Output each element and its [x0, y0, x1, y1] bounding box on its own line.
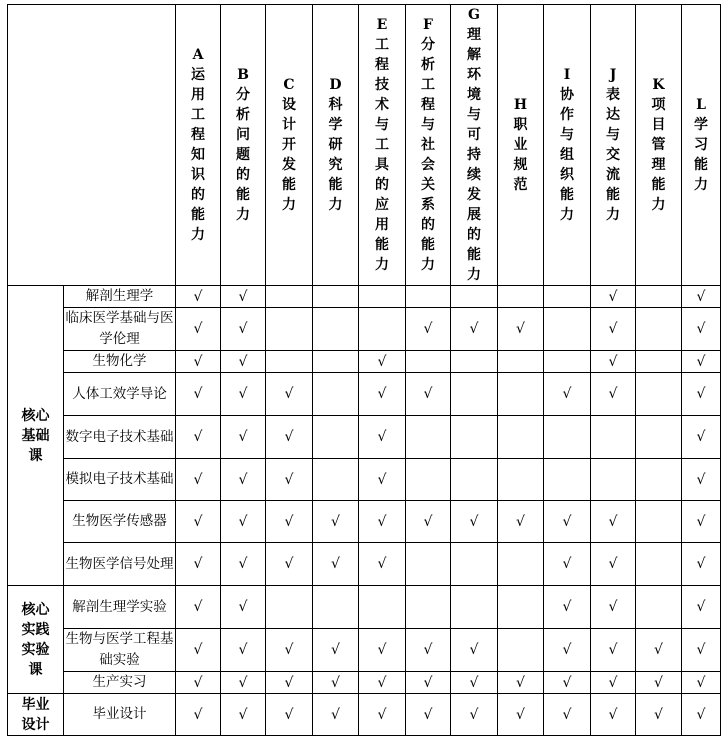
check-mark-cell: √	[591, 501, 636, 543]
check-mark-cell: √	[682, 501, 721, 543]
check-mark-cell: √	[359, 416, 406, 459]
empty-cell	[498, 416, 544, 459]
empty-cell	[313, 586, 359, 629]
empty-cell	[591, 416, 636, 459]
check-mark-cell: √	[591, 672, 636, 694]
check-mark-cell: √	[406, 672, 451, 694]
ability-header-label: H职业规范	[513, 97, 528, 193]
empty-cell	[544, 308, 591, 351]
ability-header-label: L学习能力	[694, 97, 708, 193]
check-mark-cell: √	[682, 672, 721, 694]
course-row	[8, 629, 721, 672]
empty-cell	[266, 586, 313, 629]
empty-cell	[313, 373, 359, 416]
course-name: 模拟电子技术基础	[64, 459, 176, 501]
course-row	[8, 459, 721, 501]
check-mark-cell: √	[176, 672, 221, 694]
check-mark-cell: √	[176, 501, 221, 543]
check-mark-cell: √	[176, 373, 221, 416]
check-mark-cell: √	[221, 543, 266, 586]
ability-header-label: J表达与交流能力	[606, 67, 620, 223]
check-mark-cell: √	[451, 501, 498, 543]
ability-header-e	[359, 5, 406, 286]
empty-cell	[359, 308, 406, 351]
header-row	[8, 5, 721, 286]
empty-cell	[544, 351, 591, 373]
empty-cell	[636, 308, 682, 351]
check-mark-cell: √	[591, 286, 636, 308]
check-mark-cell: √	[221, 629, 266, 672]
check-mark-cell: √	[544, 586, 591, 629]
course-row	[8, 543, 721, 586]
check-mark-cell: √	[591, 308, 636, 351]
course-row	[8, 308, 721, 351]
check-mark-cell: √	[682, 459, 721, 501]
ability-header-c	[266, 5, 313, 286]
empty-cell	[406, 416, 451, 459]
empty-cell	[451, 351, 498, 373]
check-mark-cell: √	[359, 501, 406, 543]
empty-cell	[313, 416, 359, 459]
category-cell	[8, 694, 64, 736]
empty-cell	[359, 286, 406, 308]
check-mark-cell: √	[406, 308, 451, 351]
check-mark-cell: √	[498, 694, 544, 736]
empty-cell	[498, 373, 544, 416]
course-name: 生产实习	[64, 672, 176, 694]
check-mark-cell: √	[682, 286, 721, 308]
empty-cell	[406, 586, 451, 629]
ability-header-label: E工程技术与工具的应用能力	[375, 17, 389, 273]
check-mark-cell: √	[544, 672, 591, 694]
check-mark-cell: √	[359, 629, 406, 672]
ability-header-label: K项目管理能力	[651, 77, 666, 213]
empty-cell	[313, 308, 359, 351]
empty-cell	[451, 586, 498, 629]
empty-cell	[636, 586, 682, 629]
check-mark-cell: √	[221, 586, 266, 629]
ability-header-label: I协作与组织能力	[560, 67, 574, 223]
check-mark-cell: √	[221, 501, 266, 543]
empty-cell	[498, 543, 544, 586]
empty-cell	[451, 459, 498, 501]
empty-cell	[498, 286, 544, 308]
check-mark-cell: √	[498, 308, 544, 351]
check-mark-cell: √	[313, 501, 359, 543]
check-mark-cell: √	[313, 629, 359, 672]
check-mark-cell: √	[682, 373, 721, 416]
course-name: 解剖生理学	[64, 286, 176, 308]
check-mark-cell: √	[682, 351, 721, 373]
check-mark-cell: √	[266, 373, 313, 416]
empty-cell	[266, 308, 313, 351]
course-name: 临床医学基础与医学伦理	[64, 308, 176, 351]
check-mark-cell: √	[221, 373, 266, 416]
ability-header-label: G理解环境与可持续发展的能力	[467, 7, 481, 283]
check-mark-cell: √	[359, 351, 406, 373]
ability-header-label: F分析工程与社会关系的能力	[421, 17, 435, 273]
empty-cell	[544, 286, 591, 308]
empty-cell	[636, 501, 682, 543]
ability-header-i	[544, 5, 591, 286]
course-name: 生物与医学工程基础实验	[64, 629, 176, 672]
check-mark-cell: √	[636, 629, 682, 672]
empty-cell	[636, 543, 682, 586]
check-mark-cell: √	[176, 629, 221, 672]
course-name: 解剖生理学实验	[64, 586, 176, 629]
check-mark-cell: √	[591, 694, 636, 736]
course-row	[8, 416, 721, 459]
ability-header-d	[313, 5, 359, 286]
check-mark-cell: √	[406, 694, 451, 736]
empty-cell	[359, 586, 406, 629]
empty-cell	[451, 543, 498, 586]
check-mark-cell: √	[682, 543, 721, 586]
course-name: 生物医学信号处理	[64, 543, 176, 586]
check-mark-cell: √	[266, 501, 313, 543]
empty-cell	[313, 351, 359, 373]
check-mark-cell: √	[176, 308, 221, 351]
check-mark-cell: √	[313, 543, 359, 586]
check-mark-cell: √	[636, 694, 682, 736]
check-mark-cell: √	[406, 501, 451, 543]
course-name: 生物医学传感器	[64, 501, 176, 543]
check-mark-cell: √	[266, 694, 313, 736]
check-mark-cell: √	[451, 308, 498, 351]
category-cell	[8, 286, 64, 586]
check-mark-cell: √	[591, 629, 636, 672]
check-mark-cell: √	[544, 373, 591, 416]
empty-cell	[544, 416, 591, 459]
course-name: 毕业设计	[64, 694, 176, 736]
category-label: 毕业设计	[21, 696, 50, 733]
course-row	[8, 286, 721, 308]
empty-cell	[636, 459, 682, 501]
ability-header-l	[682, 5, 721, 286]
course-row	[8, 373, 721, 416]
check-mark-cell: √	[359, 543, 406, 586]
course-row	[8, 501, 721, 543]
check-mark-cell: √	[176, 351, 221, 373]
check-mark-cell: √	[266, 629, 313, 672]
check-mark-cell: √	[176, 694, 221, 736]
check-mark-cell: √	[176, 416, 221, 459]
check-mark-cell: √	[359, 373, 406, 416]
check-mark-cell: √	[591, 586, 636, 629]
course-name: 生物化学	[64, 351, 176, 373]
ability-header-label: D科学研究能力	[328, 77, 343, 213]
ability-header-a	[176, 5, 221, 286]
check-mark-cell: √	[266, 459, 313, 501]
check-mark-cell: √	[406, 629, 451, 672]
course-name: 数字电子技术基础	[64, 416, 176, 459]
empty-cell	[498, 629, 544, 672]
category-label: 核心实践实验课	[21, 601, 50, 678]
check-mark-cell: √	[544, 694, 591, 736]
empty-cell	[451, 286, 498, 308]
empty-cell	[451, 416, 498, 459]
empty-cell	[406, 459, 451, 501]
check-mark-cell: √	[451, 694, 498, 736]
empty-cell	[266, 286, 313, 308]
check-mark-cell: √	[266, 543, 313, 586]
ability-header-label: C设计开发能力	[282, 77, 296, 213]
check-mark-cell: √	[451, 629, 498, 672]
ability-header-label: B分析问题的能力	[236, 67, 250, 223]
check-mark-cell: √	[682, 629, 721, 672]
empty-cell	[498, 351, 544, 373]
empty-cell	[636, 373, 682, 416]
empty-cell	[313, 459, 359, 501]
ability-matrix-table	[7, 4, 721, 736]
course-name: 人体工效学导论	[64, 373, 176, 416]
check-mark-cell: √	[221, 351, 266, 373]
ability-header-g	[451, 5, 498, 286]
ability-header-b	[221, 5, 266, 286]
check-mark-cell: √	[682, 586, 721, 629]
check-mark-cell: √	[221, 416, 266, 459]
check-mark-cell: √	[544, 629, 591, 672]
ability-header-label: A运用工程知识的能力	[191, 47, 205, 243]
check-mark-cell: √	[682, 694, 721, 736]
check-mark-cell: √	[266, 672, 313, 694]
header-corner-cell	[8, 5, 176, 286]
check-mark-cell: √	[313, 694, 359, 736]
ability-header-f	[406, 5, 451, 286]
check-mark-cell: √	[544, 543, 591, 586]
check-mark-cell: √	[682, 308, 721, 351]
empty-cell	[313, 286, 359, 308]
empty-cell	[591, 459, 636, 501]
check-mark-cell: √	[544, 501, 591, 543]
check-mark-cell: √	[221, 308, 266, 351]
course-row	[8, 694, 721, 736]
empty-cell	[636, 416, 682, 459]
check-mark-cell: √	[498, 672, 544, 694]
ability-header-h	[498, 5, 544, 286]
check-mark-cell: √	[266, 416, 313, 459]
empty-cell	[406, 286, 451, 308]
check-mark-cell: √	[176, 286, 221, 308]
empty-cell	[266, 351, 313, 373]
check-mark-cell: √	[221, 459, 266, 501]
empty-cell	[406, 351, 451, 373]
ability-header-j	[591, 5, 636, 286]
check-mark-cell: √	[359, 694, 406, 736]
check-mark-cell: √	[682, 416, 721, 459]
check-mark-cell: √	[451, 672, 498, 694]
empty-cell	[451, 373, 498, 416]
empty-cell	[636, 351, 682, 373]
check-mark-cell: √	[313, 672, 359, 694]
category-label: 核心基础课	[21, 407, 50, 464]
empty-cell	[498, 586, 544, 629]
course-row	[8, 672, 721, 694]
empty-cell	[406, 543, 451, 586]
check-mark-cell: √	[176, 543, 221, 586]
empty-cell	[498, 459, 544, 501]
check-mark-cell: √	[176, 459, 221, 501]
check-mark-cell: √	[221, 694, 266, 736]
category-cell	[8, 586, 64, 694]
check-mark-cell: √	[636, 672, 682, 694]
check-mark-cell: √	[406, 373, 451, 416]
check-mark-cell: √	[591, 351, 636, 373]
check-mark-cell: √	[359, 459, 406, 501]
empty-cell	[636, 286, 682, 308]
check-mark-cell: √	[221, 672, 266, 694]
check-mark-cell: √	[176, 586, 221, 629]
course-row	[8, 586, 721, 629]
ability-header-k	[636, 5, 682, 286]
check-mark-cell: √	[221, 286, 266, 308]
check-mark-cell: √	[591, 543, 636, 586]
check-mark-cell: √	[359, 672, 406, 694]
check-mark-cell: √	[498, 501, 544, 543]
check-mark-cell: √	[591, 373, 636, 416]
empty-cell	[544, 459, 591, 501]
course-row	[8, 351, 721, 373]
